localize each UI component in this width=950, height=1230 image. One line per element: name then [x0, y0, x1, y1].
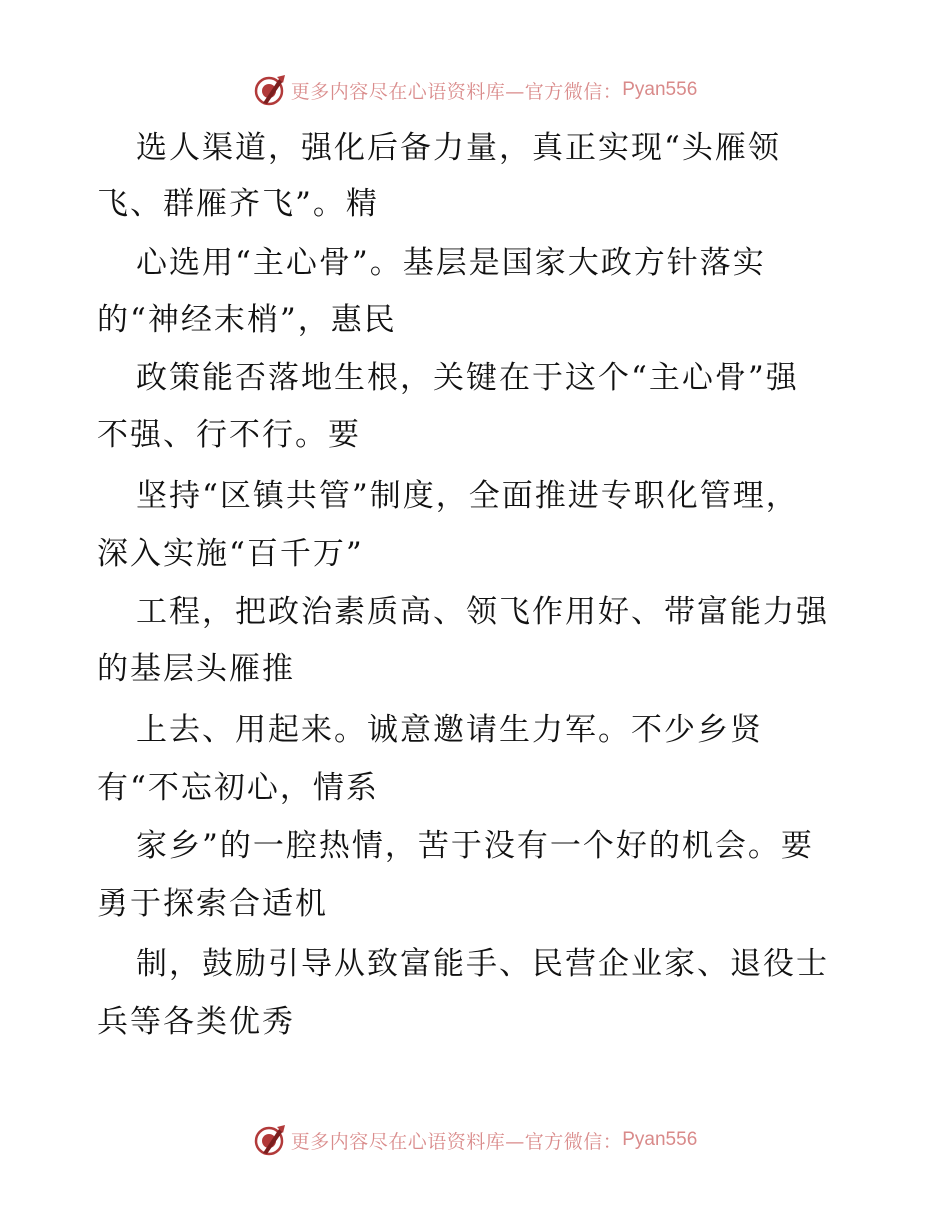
watermark-text: 更多内容尽在心语资料库—官方微信： — [290, 80, 623, 103]
text-line: 心选用“主心骨”。基层是国家大政方针落实 — [136, 245, 766, 281]
text-line: 的基层头雁推 — [97, 651, 295, 687]
text-line: 政策能否落地生根，关键在于这个“主心骨”强 — [136, 360, 799, 396]
text-line: 制，鼓励引导从致富能手、民营企业家、退役士 — [136, 946, 829, 982]
text-line: 有“不忘初心，情系 — [97, 770, 379, 806]
watermark-wechat-id: Pyan556 — [622, 79, 698, 100]
footer-watermark — [0, 1120, 950, 1160]
text-line: 的“神经末梢”，惠民 — [97, 302, 397, 338]
watermark-wechat-id: Pyan556 — [622, 1129, 698, 1150]
quill-logo-icon — [253, 73, 287, 107]
text-line: 勇于探索合适机 — [97, 886, 328, 922]
text-line: 家乡”的一腔热情，苦于没有一个好的机会。要 — [136, 828, 814, 864]
text-line: 深入实施“百千万” — [97, 536, 364, 572]
text-line: 选人渠道，强化后备力量，真正实现“头雁领 — [136, 130, 781, 166]
text-line: 不强、行不行。要 — [97, 417, 361, 453]
text-line: 工程，把政治素质高、领飞作用好、带富能力强 — [136, 594, 829, 630]
text-line: 飞、群雁齐飞”。精 — [97, 186, 379, 222]
text-line: 兵等各类优秀 — [97, 1004, 295, 1040]
quill-logo-icon — [253, 1123, 287, 1157]
text-line: 上去、用起来。诚意邀请生力军。不少乡贤 — [136, 712, 763, 748]
header-watermark — [0, 70, 950, 110]
text-line: 坚持“区镇共管”制度，全面推进专职化管理， — [136, 478, 799, 514]
watermark-text: 更多内容尽在心语资料库—官方微信： — [290, 1130, 623, 1153]
